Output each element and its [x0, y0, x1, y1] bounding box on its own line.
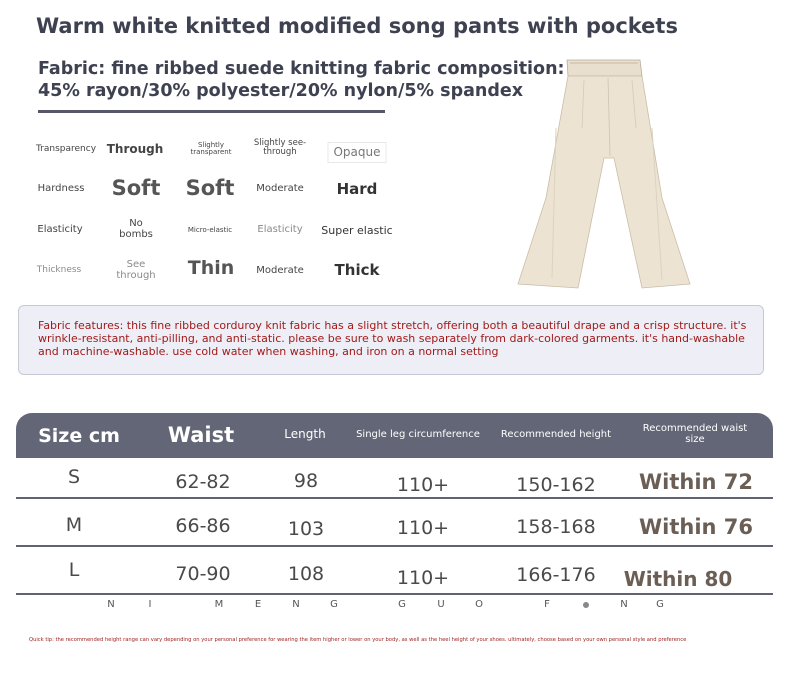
- brand-letter: F: [544, 599, 550, 610]
- hardness-option: Soft: [111, 176, 161, 200]
- brand-letter: G: [398, 599, 406, 610]
- transparency-option: Slightly see-through: [253, 138, 307, 157]
- leg-cell: 110+: [396, 517, 450, 539]
- header-waist: Waist: [167, 423, 235, 447]
- size-cell: S: [67, 466, 81, 488]
- title-underline: [38, 110, 385, 113]
- hardness-option: Moderate: [256, 183, 304, 194]
- elasticity-option: Super elastic: [321, 224, 393, 237]
- page-title: Warm white knitted modified song pants with pockets: [36, 14, 678, 38]
- within-cell: Within 72: [638, 470, 754, 494]
- hardness-option: Hard: [336, 180, 378, 198]
- brand-letter: G: [656, 599, 664, 610]
- elasticity-option: No bombs: [119, 218, 153, 240]
- waist-cell: 62-82: [175, 471, 231, 493]
- brand-letter: M: [214, 599, 224, 610]
- length-cell: 103: [287, 518, 325, 540]
- thickness-option: Thin: [187, 257, 235, 279]
- header-size: Size cm: [38, 425, 120, 447]
- brand-letter: G: [330, 599, 338, 610]
- transparency-option: Through: [106, 142, 164, 156]
- thickness-option: Moderate: [256, 265, 304, 276]
- elasticity-option: Elasticity: [257, 224, 303, 235]
- brand-letter: N: [292, 599, 300, 610]
- pants-image: [512, 48, 698, 294]
- length-cell: 108: [287, 563, 325, 585]
- transparency-option: Slightly transparent: [190, 141, 232, 157]
- leg-cell: 110+: [396, 567, 450, 589]
- thickness-option: Thick: [334, 261, 380, 279]
- header-leg-circumference: Single leg circumference: [356, 429, 480, 440]
- height-cell: 158-168: [516, 516, 596, 538]
- brand-letter: N: [620, 599, 628, 610]
- size-cell: L: [68, 559, 80, 581]
- transparency-label: Transparency: [35, 144, 97, 154]
- brand-letter: N: [107, 599, 115, 610]
- waist-cell: 70-90: [175, 563, 231, 585]
- height-cell: 166-176: [516, 564, 596, 586]
- thickness-option: See through: [116, 259, 156, 281]
- thickness-label: Thickness: [36, 265, 82, 275]
- header-recommended-waist: Recommended waist size: [642, 423, 748, 445]
- row-divider: [16, 545, 773, 547]
- brand-dot-icon: [583, 602, 589, 608]
- transparency-option: Opaque: [327, 142, 386, 163]
- fabric-composition: [38, 58, 565, 102]
- leg-cell: 110+: [396, 474, 450, 496]
- brand-letter: I: [148, 599, 152, 610]
- hardness-label: Hardness: [37, 183, 85, 194]
- brand-letter: O: [475, 599, 483, 610]
- within-cell: Within 76: [638, 515, 754, 539]
- brand-letter: E: [254, 599, 262, 610]
- quick-tip: Quick tip: the recommended height range can vary depending on your personal preference for wearing the item higher or lower on your body, as well as the heel height of your shoes. ultimately, choose based on your own personal style and preference: [29, 637, 687, 643]
- height-cell: 150-162: [516, 474, 596, 496]
- hardness-option: Soft: [185, 176, 235, 200]
- brand-letter: U: [437, 599, 445, 610]
- size-table-header: [16, 413, 773, 458]
- waist-cell: 66-86: [175, 515, 231, 537]
- header-recommended-height: Recommended height: [500, 429, 612, 440]
- within-cell: Within 80: [623, 567, 733, 591]
- fabric-line-1: Fabric: fine ribbed suede knitting fabric composition:: [38, 59, 565, 79]
- elasticity-label: Elasticity: [37, 224, 83, 235]
- elasticity-option: Micro-elastic: [187, 226, 233, 234]
- row-divider: [16, 593, 773, 595]
- header-length: Length: [284, 427, 326, 441]
- fabric-features-text: Fabric features: this fine ribbed corduroy knit fabric has a slight stretch, offering both a beautiful drape and a crisp structure. it's wrinkle-resistant, anti-pilling, and anti-static. please be sure to wash separately from dark-colored garments. it's hand-washable and machine-washable. use cold water when washing, and iron on a normal setting: [38, 319, 747, 358]
- fabric-line-2: 45% rayon/30% polyester/20% nylon/5% spandex: [38, 81, 524, 101]
- fabric-features-box: [18, 305, 764, 375]
- row-divider: [16, 497, 773, 499]
- size-cell: M: [65, 514, 83, 536]
- length-cell: 98: [293, 470, 319, 492]
